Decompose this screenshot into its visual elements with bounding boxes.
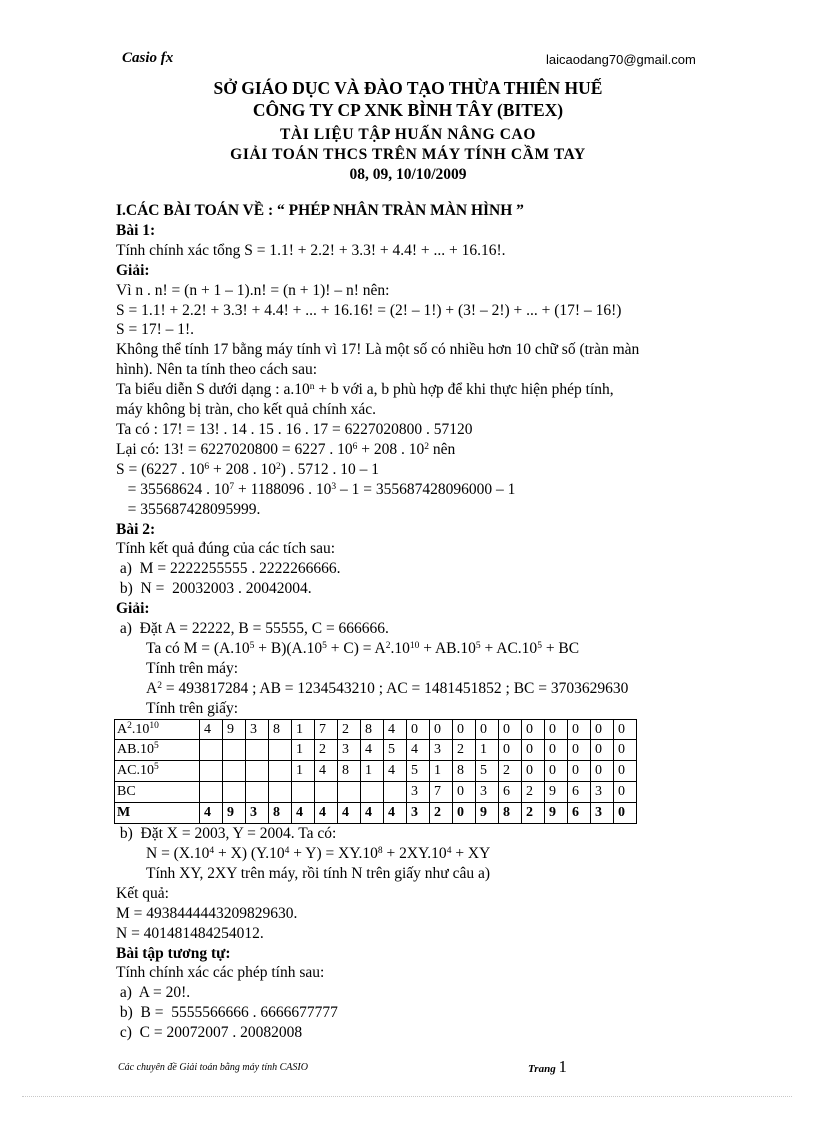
- subtitle-block: [0, 125, 816, 185]
- title-line-1: SỞ GIÁO DỤC VÀ ĐÀO TẠO THỪA THIÊN HUẾ: [213, 78, 603, 98]
- table-cell: [269, 761, 292, 782]
- table-cell: 2: [522, 803, 545, 824]
- table-cell: 9: [223, 803, 246, 824]
- table-cell: 0: [545, 719, 568, 740]
- table-cell: 4: [315, 803, 338, 824]
- similar-exercises-heading: Bài tập tương tự:: [116, 944, 231, 962]
- table-cell: 0: [614, 761, 637, 782]
- text-line: $N = (X.10^4 + X) (Y.10^4 + Y) = XY.10^8 + 2XY.10^4$ + XY: [146, 845, 491, 862]
- similar-exercise-c: c) C = 20072007 . 20082008: [116, 1024, 303, 1042]
- page-divider: [22, 1096, 792, 1097]
- subtitle-line-2: GIẢI TOÁN THCS TRÊN MÁY TÍNH CẦM TAY: [230, 146, 586, 163]
- row-label: $AC.10^5$: [115, 761, 200, 782]
- table-cell: 3: [591, 803, 614, 824]
- subtitle-date: 08, 09, 10/10/2009: [349, 166, 467, 183]
- solution-2-item-b: b) Đặt X = 2003, Y = 2004. Ta có:: [116, 825, 337, 843]
- text-line: Vì n . n! = (n + 1 – 1).n! = (n + 1)! – n! nên:: [116, 281, 390, 299]
- table-cell: [200, 761, 223, 782]
- text-line: Tính trên máy:: [146, 659, 239, 677]
- table-cell: 0: [568, 719, 591, 740]
- similar-exercises-task: Tính chính xác các phép tính sau:: [116, 964, 325, 982]
- table-cell: 0: [614, 719, 637, 740]
- table-cell: 0: [522, 761, 545, 782]
- table-cell: [246, 782, 269, 803]
- table-cell: 6: [499, 782, 522, 803]
- table-cell: 0: [407, 719, 430, 740]
- table-cell: 3: [591, 782, 614, 803]
- table-cell: 4: [338, 803, 361, 824]
- title-line-2: CÔNG TY CP XNK BÌNH TÂY (BITEX): [252, 100, 564, 120]
- exercise-2-task: Tính kết quả đúng của các tích sau:: [116, 540, 336, 558]
- text-line: S = (6227 . $10^6 + 208$ . $10^2$) . 5712 . 10 – 1: [116, 460, 379, 478]
- table-cell: 8: [269, 719, 292, 740]
- table-cell: [223, 761, 246, 782]
- result-m: M = 4938444443209829630.: [116, 904, 298, 922]
- text-line: Không thể tính 17 bằng máy tính vì 17! Là một số có nhiều hơn 10 chữ số (tràn màn: [116, 341, 640, 359]
- text-line: Lại có: 13! = 6227020800 = 6227 . $10^6 + 208$ . $10^2$ nên: [116, 440, 456, 458]
- table-cell: 0: [499, 719, 522, 740]
- row-label: BC: [115, 782, 200, 803]
- table-cell: 0: [591, 761, 614, 782]
- page-number: 1: [558, 1057, 567, 1076]
- table-cell: [200, 740, 223, 761]
- text-line: S = 17! – 1!.: [116, 321, 195, 339]
- table-cell: [361, 782, 384, 803]
- table-cell: 8: [499, 803, 522, 824]
- table-cell: [200, 782, 223, 803]
- text-line: Tính XY, 2XY trên máy, rồi tính N trên giấy như câu a): [146, 864, 491, 882]
- table-cell: [246, 740, 269, 761]
- table-row: [115, 782, 637, 803]
- table-cell: 3: [430, 740, 453, 761]
- table-cell: 3: [407, 803, 430, 824]
- table-cell: 1: [430, 761, 453, 782]
- table-row: [115, 761, 637, 782]
- exercise-1-heading: Bài 1:: [116, 221, 156, 239]
- table-cell: 0: [614, 782, 637, 803]
- header-email: laicaodang70@gmail.com: [546, 52, 696, 67]
- exercise-2-item-a: a) M = 2222255555 . 2222266666.: [116, 560, 341, 578]
- text-line: Ta biểu diễn S dưới dạng : $a.10^n + b$ với a, b phù hợp để khi thực hiện phép tính,: [116, 381, 614, 399]
- table-cell: 9: [545, 803, 568, 824]
- table-cell: [338, 782, 361, 803]
- table-row: [115, 803, 637, 824]
- table-cell: 1: [292, 761, 315, 782]
- table-cell: 0: [568, 740, 591, 761]
- document-body: [116, 201, 726, 1043]
- solution-2-item-a: a) Đặt A = 22222, B = 55555, C = 666666.: [116, 620, 389, 638]
- text-line: máy không bị tràn, cho kết quả chính xác.: [116, 401, 376, 419]
- table-cell: 0: [522, 740, 545, 761]
- text-line: = 355687428095999.: [116, 500, 261, 518]
- footer-page: Trang 1: [528, 1057, 567, 1076]
- text-line: S = 1.1! + 2.2! + 3.3! + 4.4! + ... + 16.16! = (2! – 1!) + (3! – 2!) + ... + (17! – 16!): [116, 301, 622, 319]
- table-cell: 6: [568, 782, 591, 803]
- table-cell: 6: [568, 803, 591, 824]
- table-cell: 4: [200, 803, 223, 824]
- table-cell: 7: [430, 782, 453, 803]
- table-row: [115, 740, 637, 761]
- table-cell: 9: [223, 719, 246, 740]
- table-cell: 0: [591, 719, 614, 740]
- table-cell: 0: [453, 719, 476, 740]
- title-block: [0, 77, 816, 121]
- text-line: $A^2 = 493817284$ ; AB = 1234543210 ; AC = 1481451852 ; BC = 3703629630: [146, 679, 629, 697]
- table-cell: 0: [430, 719, 453, 740]
- similar-exercise-b: b) B = 5555566666 . 6666677777: [116, 1004, 338, 1022]
- table-cell: 1: [476, 740, 499, 761]
- table-cell: 4: [292, 803, 315, 824]
- result-heading: Kết quả:: [116, 884, 169, 902]
- table-cell: 1: [292, 719, 315, 740]
- table-cell: [292, 782, 315, 803]
- table-cell: 5: [384, 740, 407, 761]
- table-cell: [223, 740, 246, 761]
- solution-1-heading: Giải:: [116, 261, 150, 279]
- solution-2-heading: Giải:: [116, 600, 150, 618]
- table-cell: 2: [522, 782, 545, 803]
- table-cell: 4: [384, 803, 407, 824]
- footer-title: Các chuyên đề Giải toán bằng máy tính CASIO: [118, 1062, 308, 1073]
- table-cell: 3: [338, 740, 361, 761]
- header-left: Casio fx: [122, 50, 174, 66]
- table-cell: 3: [407, 782, 430, 803]
- table-cell: 0: [591, 740, 614, 761]
- section-heading: I.CÁC BÀI TOÁN VỀ : “ PHÉP NHÂN TRÀN MÀN HÌNH ”: [116, 202, 524, 219]
- multiplication-table: [114, 719, 637, 825]
- table-cell: 3: [476, 782, 499, 803]
- table-cell: 4: [407, 740, 430, 761]
- table-cell: 3: [246, 719, 269, 740]
- table-cell: 8: [338, 761, 361, 782]
- subtitle-line-1: TÀI LIỆU TẬP HUẤN NÂNG CAO: [279, 126, 537, 143]
- table-cell: 0: [453, 803, 476, 824]
- result-n: N = 401481484254012.: [116, 924, 264, 942]
- table-cell: [223, 782, 246, 803]
- table-cell: 9: [476, 803, 499, 824]
- table-cell: 0: [499, 740, 522, 761]
- table-cell: 2: [499, 761, 522, 782]
- table-cell: 9: [545, 782, 568, 803]
- exercise-2-heading: Bài 2:: [116, 520, 156, 538]
- table-cell: [384, 782, 407, 803]
- table-cell: 2: [315, 740, 338, 761]
- row-label: $A^2.10^{10}$: [115, 719, 200, 740]
- table-cell: 2: [453, 740, 476, 761]
- table-cell: 0: [545, 740, 568, 761]
- table-cell: [315, 782, 338, 803]
- table-cell: 1: [361, 761, 384, 782]
- table-cell: 4: [384, 761, 407, 782]
- text-line: Tính trên giấy:: [146, 699, 239, 717]
- table-cell: [269, 782, 292, 803]
- table-cell: 4: [361, 803, 384, 824]
- table-cell: [246, 761, 269, 782]
- exercise-1-task: Tính chính xác tổng S = 1.1! + 2.2! + 3.3! + 4.4! + ... + 16.16!.: [116, 241, 506, 259]
- row-label: M: [115, 803, 200, 824]
- table-cell: 4: [361, 740, 384, 761]
- table-row: [115, 719, 637, 740]
- table-cell: 8: [269, 803, 292, 824]
- table-cell: [269, 740, 292, 761]
- table-cell: 2: [430, 803, 453, 824]
- text-line: = 35568624 . $10^7 + 1188096$ . $10^3 - 1 = 355687428096000 - 1$: [116, 480, 516, 498]
- table-cell: 4: [200, 719, 223, 740]
- table-cell: 3: [246, 803, 269, 824]
- table-cell: 0: [614, 740, 637, 761]
- row-label: $AB.10^5$: [115, 740, 200, 761]
- table-cell: 0: [476, 719, 499, 740]
- similar-exercise-a: a) A = 20!.: [116, 984, 191, 1002]
- table-cell: 4: [315, 761, 338, 782]
- table-cell: 0: [614, 803, 637, 824]
- table-cell: 8: [361, 719, 384, 740]
- table-cell: 0: [453, 782, 476, 803]
- text-line: hình). Nên ta tính theo cách sau:: [116, 361, 318, 379]
- table-cell: 1: [292, 740, 315, 761]
- table-cell: 7: [315, 719, 338, 740]
- table-cell: 5: [407, 761, 430, 782]
- table-cell: 0: [545, 761, 568, 782]
- table-cell: 5: [476, 761, 499, 782]
- text-line: Ta có $M = (A.10^5 + B)(A.10^5 + C) = A^2.10^{10} + AB.10^5 + AC.10^5$ + BC: [146, 639, 580, 657]
- table-cell: 4: [384, 719, 407, 740]
- table-cell: 0: [522, 719, 545, 740]
- text-line: Ta có : 17! = 13! . 14 . 15 . 16 . 17 = 6227020800 . 57120: [116, 420, 473, 438]
- exercise-2-item-b: b) N = 20032003 . 20042004.: [116, 580, 312, 598]
- table-cell: 8: [453, 761, 476, 782]
- table-cell: 0: [568, 761, 591, 782]
- table-cell: 2: [338, 719, 361, 740]
